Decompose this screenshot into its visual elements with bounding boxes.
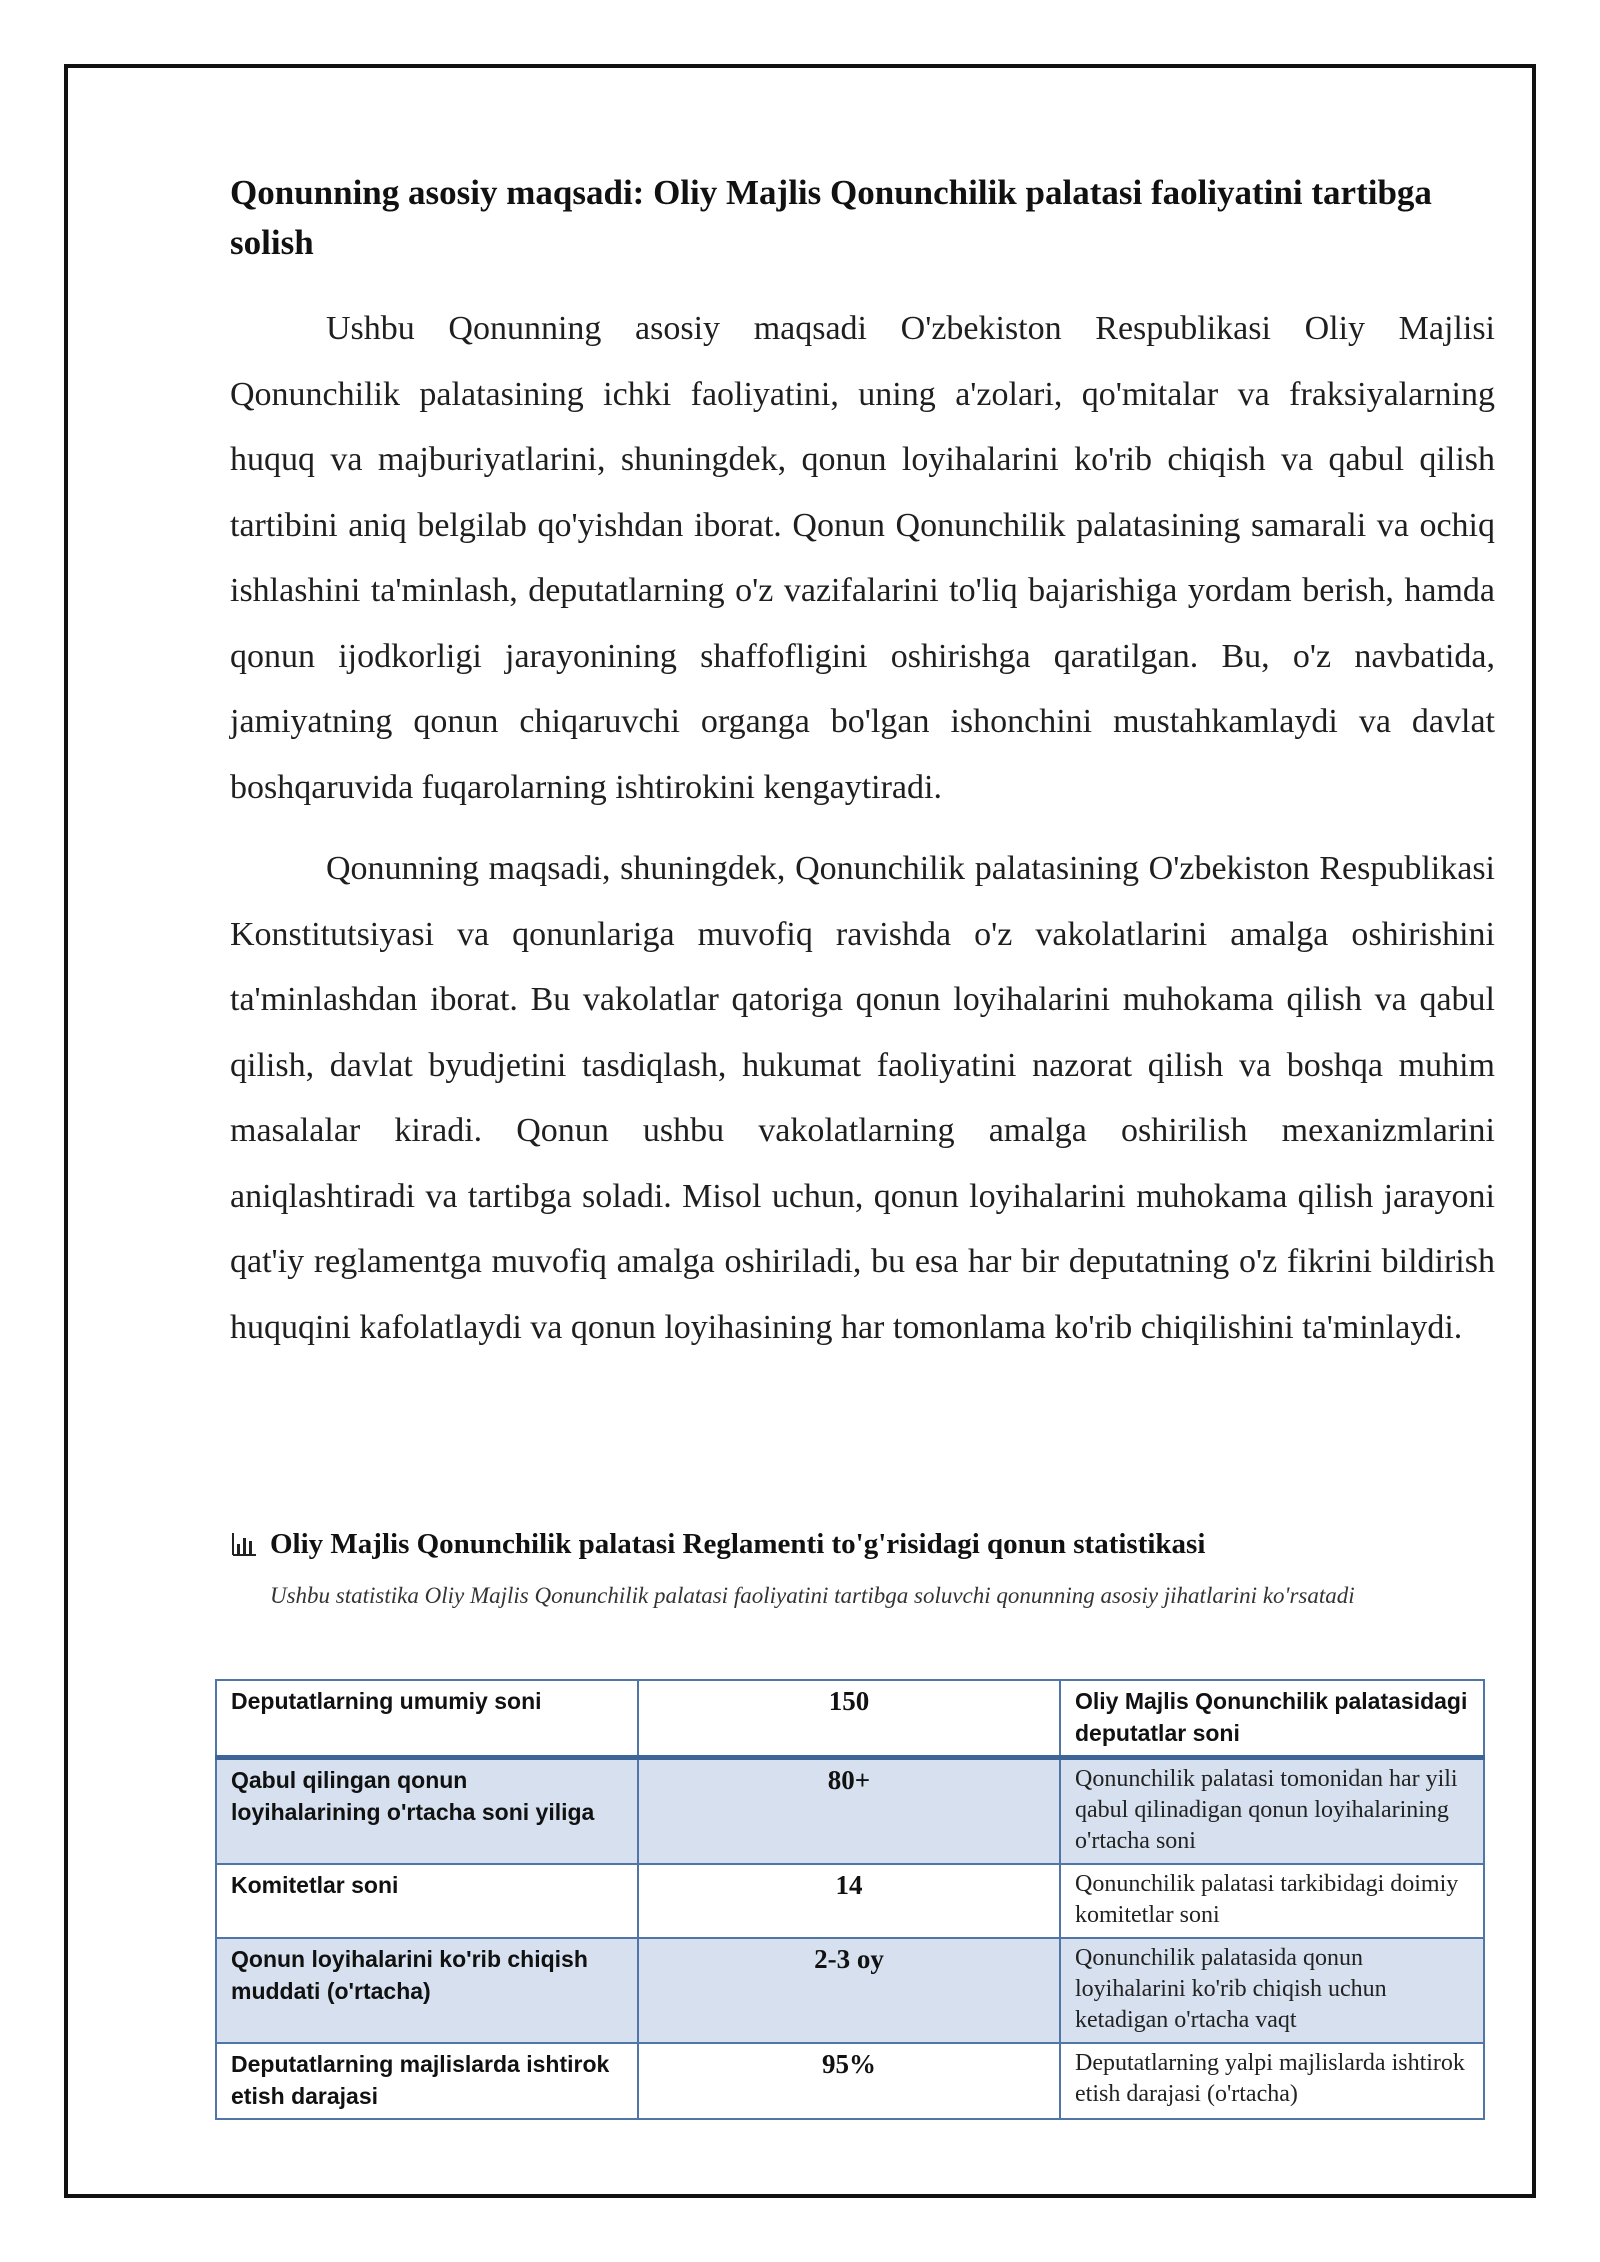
row-value: 80+: [638, 1758, 1060, 1865]
row-label: Deputatlarning umumiy soni: [216, 1680, 638, 1758]
row-label: Komitetlar soni: [216, 1864, 638, 1938]
row-label: Qabul qilingan qonun loyihalarining o'rtacha soni yiliga: [216, 1758, 638, 1865]
row-description: Oliy Majlis Qonunchilik palatasidagi deputatlar soni: [1060, 1680, 1484, 1758]
row-description: Qonunchilik palatasida qonun loyihalarini ko'rib chiqish uchun ketadigan o'rtacha vaqt: [1060, 1938, 1484, 2043]
bar-chart-icon: [230, 1530, 258, 1558]
row-description: Deputatlarning yalpi majlislarda ishtirok etish darajasi (o'rtacha): [1060, 2043, 1484, 2119]
statistics-title-text: Oliy Majlis Qonunchilik palatasi Reglamenti to'g'risidagi qonun statistikasi: [270, 1527, 1206, 1560]
section-heading: Qonunning asosiy maqsadi: Oliy Majlis Qonunchilik palatasi faoliyatini tartibga solish: [230, 173, 1432, 262]
table-row: [216, 1680, 1484, 1758]
row-value: 95%: [638, 2043, 1060, 2119]
table-row: [216, 1864, 1484, 1938]
row-description: Qonunchilik palatasi tarkibidagi doimiy komitetlar soni: [1060, 1864, 1484, 1938]
row-label: Qonun loyihalarini ko'rib chiqish muddati (o'rtacha): [216, 1938, 638, 2043]
table-row: [216, 1758, 1484, 1865]
table-row: [216, 1938, 1484, 2043]
statistics-table: [215, 1679, 1485, 2120]
row-value: 2-3 oy: [638, 1938, 1060, 2043]
table-row: [216, 2043, 1484, 2119]
document-body: [230, 168, 1495, 1376]
row-value: 150: [638, 1680, 1060, 1758]
row-value: 14: [638, 1864, 1060, 1938]
paragraph-1: Ushbu Qonunning asosiy maqsadi O'zbekiston Respublikasi Oliy Majlisi Qonunchilik palatasining ichki faoliyatini, uning a'zolari, qo'mitalar va fraksiyalarning huquq va majburiyatlarini, shuningdek, qonun loyihalarini ko'rib chiqish va qabul qilish tartibini aniq belgilab qo'yishdan iborat. Qonun Qonunchilik palatasining samarali va ochiq ishlashini ta'minlash, deputatlarning o'z vazifalarini to'liq bajarishiga yordam berish, hamda qonun ijodkorligi jarayonining shaffofligini oshirishga qaratilgan. Bu, o'z navbatida, jamiyatning qonun chiqaruvchi organga bo'lgan ishonchini mustahkamlaydi va davlat boshqaruvida fuqarolarning ishtirokini kengaytiradi.: [230, 310, 1495, 806]
paragraph-2: Qonunning maqsadi, shuningdek, Qonunchilik palatasining O'zbekiston Respublikasi Konstitutsiyasi va qonunlariga muvofiq ravishda o'z vakolatlarini amalga oshirishini ta'minlashdan iborat. Bu vakolatlar qatoriga qonun loyihalarini muhokama qilish va qabul qilish, davlat byudjetini tasdiqlash, hukumat faoliyatini nazorat qilish va boshqa muhim masalalar kiradi. Qonun ushbu vakolatlarning amalga oshirilish mexanizmlarini aniqlashtiradi va tartibga soladi. Misol uchun, qonun loyihalarini muhokama qilish jarayoni qat'iy reglamentga muvofiq amalga oshiriladi, bu esa har bir deputatning o'z fikrini bildirish huquqini kafolatlaydi va qonun loyihasining har tomonlama ko'rib chiqilishini ta'minlaydi.: [230, 850, 1495, 1346]
row-description: Qonunchilik palatasi tomonidan har yili qabul qilinadigan qonun loyihalarining o'rtacha soni: [1060, 1758, 1484, 1865]
row-label: Deputatlarning majlislarda ishtirok etish darajasi: [216, 2043, 638, 2119]
statistics-section: [215, 1522, 1480, 2109]
statistics-title: [230, 1522, 1480, 1566]
statistics-subtitle: Ushbu statistika Oliy Majlis Qonunchilik palatasi faoliyatini tartibga soluvchi qonunning asosiy jihatlarini ko'rsatadi: [270, 1583, 1355, 1608]
